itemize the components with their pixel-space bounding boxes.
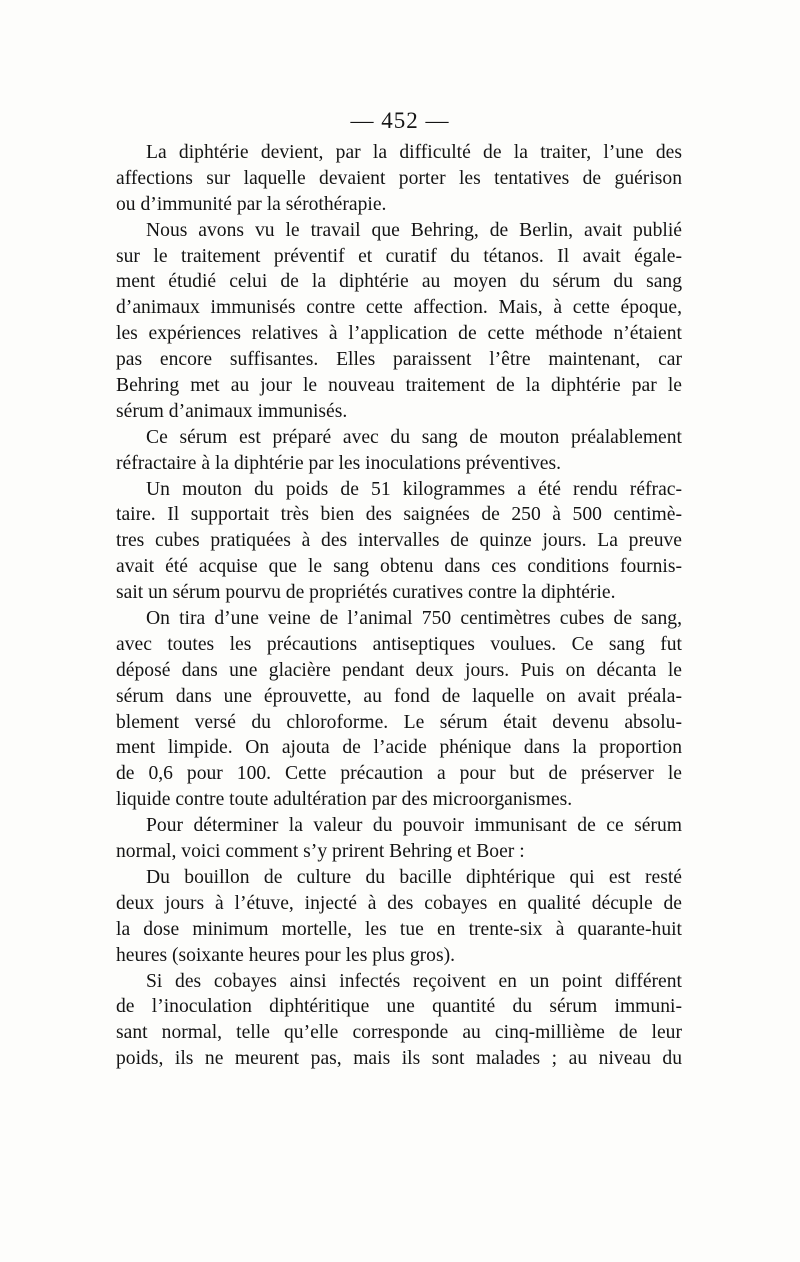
text-line: la dose minimum mortelle, les tue en trente-six à quarante-huit [116, 918, 682, 940]
text-line: réfractaire à la diphtérie par les inoculations préventives. [116, 452, 562, 474]
text-line: avait été acquise que le sang obtenu dans ces conditions fournis- [116, 556, 682, 578]
text-line: sur le traitement préventif et curatif du tétanos. Il avait égale- [116, 245, 682, 267]
text-line: On tira d’une veine de l’animal 750 centimètres cubes de sang, [146, 608, 682, 630]
paragraph [116, 218, 682, 425]
text-line: sérum dans une éprouvette, au fond de laquelle on avait préala- [116, 685, 682, 707]
text-line: Du bouillon de culture du bacille diphtérique qui est resté [146, 866, 682, 888]
text-line: La diphtérie devient, par la difficulté de la traiter, l’une des [146, 142, 682, 163]
text-line: Un mouton du poids de 51 kilogrammes a été rendu réfrac- [146, 478, 682, 500]
paragraph [116, 865, 682, 969]
paragraph [116, 140, 682, 218]
text-line: normal, voici comment s’y prirent Behring et Boer : [116, 841, 525, 863]
text-line: taire. Il supportait très bien des saignées de 250 à 500 centimè- [116, 504, 682, 526]
text-line: ment étudié celui de la diphtérie au moyen du sérum du sang [116, 271, 682, 293]
text-line: sant normal, telle qu’elle corresponde au cinq-millième de leur [116, 1022, 682, 1044]
page-number: — 452 — [350, 108, 450, 133]
text-line: sérum d’animaux immunisés. [116, 400, 348, 422]
text-line: de l’inoculation diphtéritique une quantité du sérum immuni- [116, 996, 682, 1018]
text-line: tres cubes pratiquées à des intervalles de quinze jours. La preuve [116, 530, 682, 552]
text-line: heures (soixante heures pour les plus gros). [116, 944, 455, 966]
text-line: les expériences relatives à l’application de cette méthode n’étaient [116, 323, 682, 345]
text-line: Nous avons vu le travail que Behring, de Berlin, avait publié [146, 219, 682, 241]
text-line: ou d’immunité par la sérothérapie. [116, 193, 387, 215]
text-line: pas encore suffisantes. Elles paraissent l’être maintenant, car [116, 349, 682, 371]
text-line: de 0,6 pour 100. Cette précaution a pour but de préserver le [116, 763, 682, 785]
text-line: blement versé du chloroforme. Le sérum était devenu absolu- [116, 711, 682, 733]
text-line: deux jours à l’étuve, injecté à des cobayes en qualité décuple de [116, 892, 682, 914]
paragraph [116, 813, 682, 865]
text-line: Ce sérum est préparé avec du sang de mouton préalablement [146, 426, 682, 448]
text-line: poids, ils ne meurent pas, mais ils sont malades ; au niveau du [116, 1048, 682, 1070]
paragraph [116, 969, 682, 1073]
text-line: Pour déterminer la valeur du pouvoir immunisant de ce sérum [146, 815, 682, 837]
text-line: affections sur laquelle devaient porter les tentatives de guérison [116, 167, 682, 189]
text-line: avec toutes les précautions antiseptiques voulues. Ce sang fut [116, 633, 682, 655]
text-line: liquide contre toute adultération par des microorganismes. [116, 789, 573, 811]
text-line: déposé dans une glacière pendant deux jours. Puis on décanta le [116, 659, 682, 681]
text-body [116, 140, 682, 1072]
paragraph [116, 477, 682, 606]
text-line: Behring met au jour le nouveau traitement de la diphtérie par le [116, 375, 682, 397]
text-line: sait un sérum pourvu de propriétés curatives contre la diphtérie. [116, 582, 616, 604]
paragraph [116, 606, 682, 813]
text-line: ment limpide. On ajouta de l’acide phénique dans la proportion [116, 737, 682, 759]
text-line: Si des cobayes ainsi infectés reçoivent en un point différent [146, 970, 682, 992]
paragraph [116, 425, 682, 477]
text-line: d’animaux immunisés contre cette affection. Mais, à cette époque, [116, 297, 682, 319]
